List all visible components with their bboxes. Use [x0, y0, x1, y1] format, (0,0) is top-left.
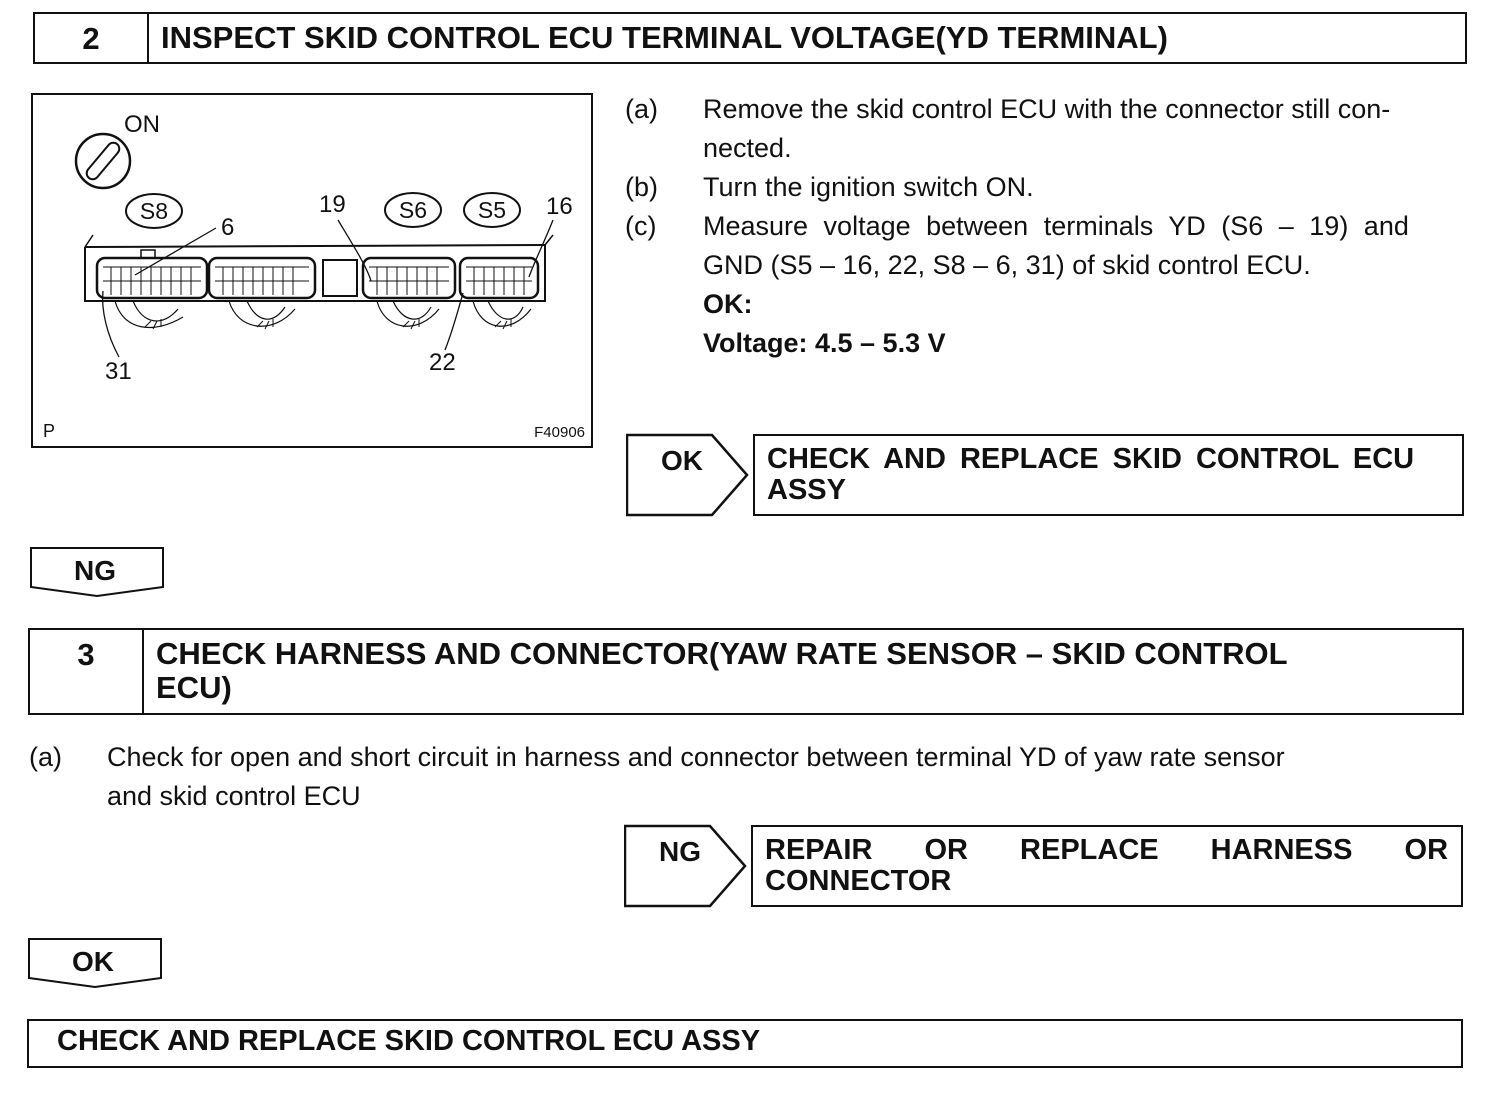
ng-branch-result [751, 825, 1463, 907]
pin-19: 19 [319, 191, 346, 218]
ng-flow-tab [29, 547, 165, 597]
ecu-connector-drawing [33, 95, 591, 446]
step2-header [33, 12, 1467, 64]
ok-branch-tag: OK [661, 445, 703, 476]
item-c-line1: Measure voltage between terminals YD (S6 – 19) and [703, 211, 1409, 241]
voltage-spec: Voltage: 4.5 – 5.3 V [703, 328, 946, 358]
ng-result-line1-text: REPAIR OR REPLACE HARNESS OR [765, 834, 1449, 866]
step2-item-b [625, 168, 1470, 207]
label-on: ON [124, 111, 160, 138]
step3-title-line2: ECU) [156, 670, 232, 705]
step2-item-c [625, 207, 1470, 246]
step3-item-line2: and skid control ECU [107, 781, 361, 811]
step3-item-line1: Check for open and short circuit in harness and connector between terminal YD of yaw rate sensor [107, 742, 1285, 772]
final-action-text: CHECK AND REPLACE SKID CONTROL ECU ASSY [57, 1025, 761, 1057]
item-a-label: (a) [625, 94, 658, 124]
step3-number: 3 [30, 630, 144, 713]
step2-item-a [625, 90, 1470, 129]
pin-22: 22 [429, 349, 456, 376]
step3-title-line1: CHECK HARNESS AND CONNECTOR(YAW RATE SENSOR – SKID CONTROL [156, 636, 1288, 671]
ok-criteria-label: OK: [703, 289, 753, 319]
item-b-label: (b) [625, 172, 658, 202]
step2-number: 2 [35, 14, 149, 62]
ng-flow-tag: NG [74, 555, 116, 586]
ignition-key-icon [76, 134, 130, 188]
final-action-box [27, 1019, 1463, 1068]
label-s6: S6 [398, 197, 428, 223]
ecu-connector-figure [31, 93, 593, 448]
pin-6: 6 [221, 214, 235, 241]
ok-branch-result [753, 434, 1464, 516]
step2-title: INSPECT SKID CONTROL ECU TERMINAL VOLTAGE(YD TERMINAL) [161, 20, 1168, 55]
ng-branch-arrow [624, 824, 748, 908]
item-c-label: (c) [625, 211, 657, 241]
item-b-line1: Turn the ignition switch ON. [703, 172, 1034, 202]
pin-31: 31 [105, 358, 132, 385]
label-s5: S5 [477, 197, 507, 223]
pin-16: 16 [546, 193, 573, 220]
item-a-line2: nected. [703, 133, 792, 163]
ok-branch-arrow [626, 433, 750, 517]
ok-result-line2: ASSY [767, 474, 846, 506]
label-s8: S8 [139, 198, 169, 224]
ng-result-line1 [765, 835, 1449, 866]
corner-p: P [43, 421, 56, 441]
ng-result-line2: CONNECTOR [765, 865, 952, 897]
ok-flow-tab [27, 938, 163, 988]
ok-flow-tag: OK [72, 946, 114, 977]
ok-result-line1: CHECK AND REPLACE SKID CONTROL ECU [767, 443, 1415, 475]
ng-branch-tag: NG [659, 836, 701, 867]
step3-header [28, 628, 1464, 715]
step3-item-label: (a) [29, 742, 62, 772]
item-a-line1: Remove the skid control ECU with the connector still con- [703, 94, 1391, 124]
step3-title [144, 630, 1300, 713]
step3-item-a [29, 738, 1469, 777]
item-c-line2: GND (S5 – 16, 22, S8 – 6, 31) of skid control ECU. [703, 250, 1311, 280]
figure-code: F40906 [534, 424, 585, 441]
